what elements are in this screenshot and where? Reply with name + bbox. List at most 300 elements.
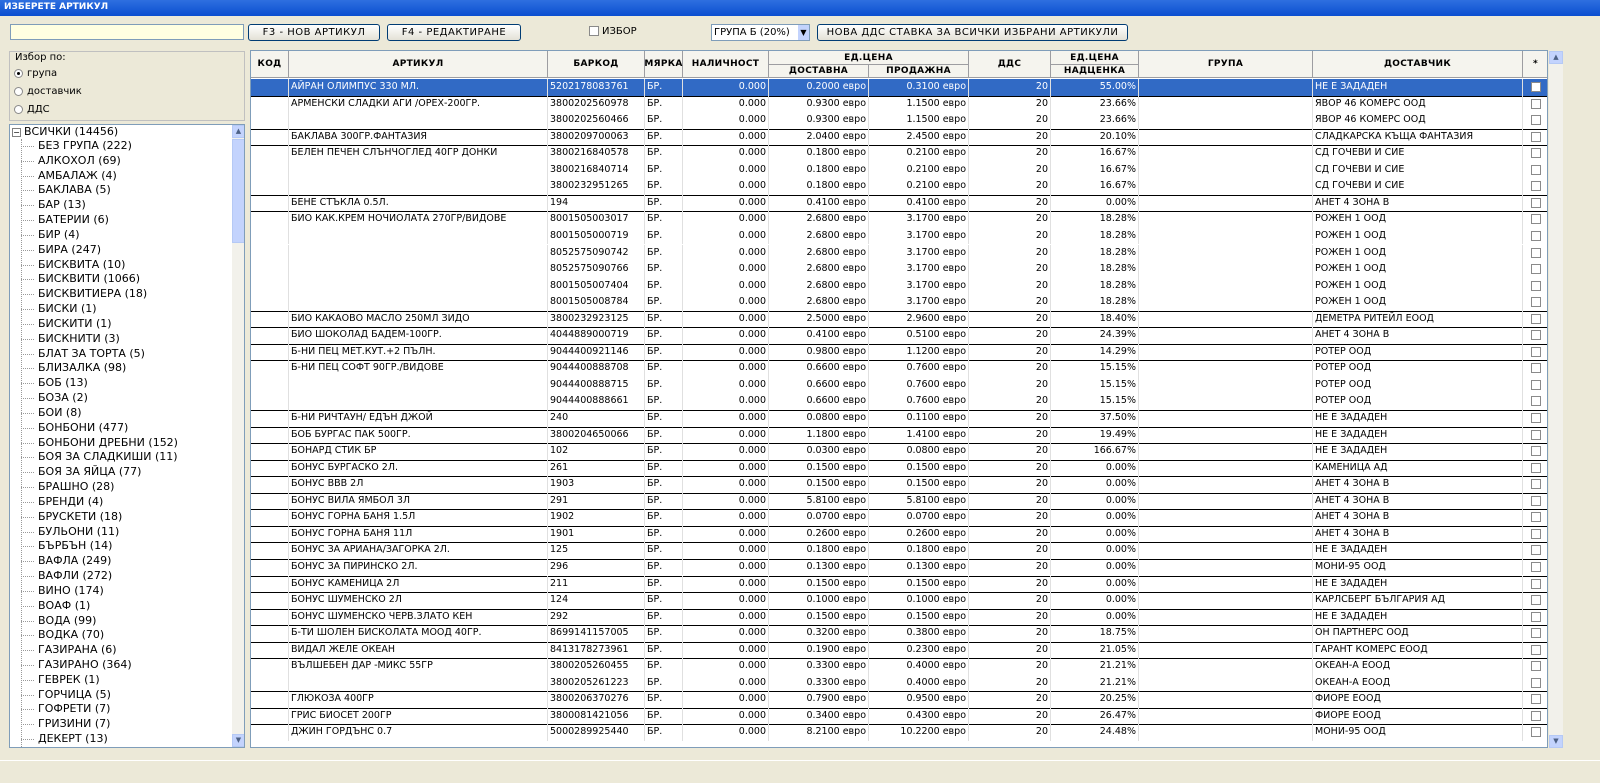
row-checkbox[interactable]	[1531, 512, 1541, 522]
tree-item[interactable]: БИР (4)	[10, 228, 232, 243]
tree-item[interactable]: БИСКИ (1)	[10, 302, 232, 317]
cell-barcode: 8001505000719	[548, 228, 645, 245]
cell-sale: 3.1700 евро	[869, 278, 969, 295]
cell-group	[1139, 708, 1313, 725]
row-checkbox[interactable]	[1531, 198, 1541, 208]
table-row[interactable]	[251, 708, 1548, 725]
col-unit-price: ЕД.ЦЕНА	[769, 51, 969, 65]
cell-markup: 21.21%	[1051, 675, 1139, 692]
cell-name: Б-НИ ПЕЦ СОФТ 90ГР./ВИДОВЕ	[289, 360, 548, 377]
tree-item[interactable]: ВОДА (99)	[10, 614, 232, 629]
tree-item[interactable]: БЕЗ ГРУПА (222)	[10, 139, 232, 154]
filter-legend: Избор по:	[15, 52, 66, 63]
tree-item[interactable]: БЪРБЪН (14)	[10, 539, 232, 554]
cell-name: БОНУС БУРГАСКО 2Л.	[289, 460, 548, 477]
cell-group	[1139, 393, 1313, 410]
collapse-icon[interactable]: −	[13, 127, 20, 137]
row-checkbox[interactable]	[1531, 446, 1541, 456]
cell-sale: 2.4500 евро	[869, 129, 969, 146]
table-row[interactable]	[251, 691, 1548, 708]
row-checkbox[interactable]	[1531, 645, 1541, 655]
cell-unit: БР.	[645, 96, 683, 113]
col-select[interactable]: *	[1523, 51, 1548, 78]
cell-code	[251, 278, 289, 295]
cell-supplier: АНЕТ 4 ЗОНА В	[1313, 526, 1523, 543]
table-row[interactable]	[251, 261, 1548, 278]
tree-item[interactable]: ВАФЛИ (272)	[10, 569, 232, 584]
row-checkbox[interactable]	[1531, 595, 1541, 605]
cell-supplier: МОНИ-95 ООД	[1313, 724, 1523, 741]
cell-vat: 20	[969, 278, 1051, 295]
table-row[interactable]	[251, 245, 1548, 262]
cell-vat: 20	[969, 675, 1051, 692]
row-checkbox[interactable]	[1531, 661, 1541, 671]
cell-vat: 20	[969, 724, 1051, 741]
col-markup[interactable]: НАДЦЕНКА	[1051, 65, 1139, 78]
cell-vat: 20	[969, 162, 1051, 179]
cell-name: БОНУС ГОРНА БАНЯ 1.5Л	[289, 509, 548, 526]
search-input[interactable]	[10, 24, 244, 40]
cell-delivery: 0.2000 евро	[769, 79, 869, 96]
tree-item[interactable]: БИСКВИТИ (1066)	[10, 272, 232, 287]
tree-root[interactable]	[12, 125, 118, 139]
cell-markup: 20.10%	[1051, 129, 1139, 146]
cell-unit: БР.	[645, 493, 683, 510]
cell-barcode: 8001505008784	[548, 294, 645, 311]
tree-item[interactable]: БАКЛАВА (5)	[10, 183, 232, 198]
cell-delivery: 0.1500 евро	[769, 476, 869, 493]
tree-item[interactable]: ВИНО (174)	[10, 584, 232, 599]
cell-group	[1139, 377, 1313, 394]
checkbox-icon	[589, 26, 599, 36]
tree-item[interactable]: БОНБОНИ (477)	[10, 421, 232, 436]
tree-item[interactable]: БЛАТ ЗА ТОРТА (5)	[10, 347, 232, 362]
cell-sale: 0.3800 евро	[869, 625, 969, 642]
cell-supplier: ОН ПАРТНЕРС ООД	[1313, 625, 1523, 642]
table-row[interactable]	[251, 228, 1548, 245]
table-row[interactable]	[251, 327, 1548, 344]
tree-item[interactable]: БАТЕРИИ (6)	[10, 213, 232, 228]
row-checkbox[interactable]	[1531, 82, 1541, 92]
table-row[interactable]	[251, 294, 1548, 311]
table-row[interactable]	[251, 658, 1548, 675]
cell-supplier: РОЖЕН 1 ООД	[1313, 211, 1523, 228]
grid-scrollbar[interactable]	[1549, 51, 1563, 748]
table-row[interactable]	[251, 724, 1548, 741]
table-row[interactable]	[251, 609, 1548, 626]
filter-radio-vat[interactable]	[14, 104, 50, 115]
cell-qty: 0.000	[683, 178, 769, 195]
cell-select	[1523, 427, 1548, 444]
cell-qty: 0.000	[683, 542, 769, 559]
row-checkbox[interactable]	[1531, 678, 1541, 688]
cell-supplier: ОКЕАН-А ЕООД	[1313, 675, 1523, 692]
tree-scrollbar[interactable]	[232, 125, 245, 747]
cell-name: БОНАРД СТИК БР	[289, 443, 548, 460]
row-checkbox[interactable]	[1531, 612, 1541, 622]
cell-vat: 20	[969, 360, 1051, 377]
tree-item[interactable]: БИРА (247)	[10, 243, 232, 258]
cell-supplier: ГАРАНТ КОМЕРС ЕООД	[1313, 642, 1523, 659]
row-checkbox[interactable]	[1531, 545, 1541, 555]
row-checkbox[interactable]	[1531, 264, 1541, 274]
cell-markup: 19.49%	[1051, 427, 1139, 444]
cell-barcode: 3800232951265	[548, 178, 645, 195]
cell-qty: 0.000	[683, 344, 769, 361]
tree-item[interactable]: ВОАФ (1)	[10, 599, 232, 614]
cell-select	[1523, 476, 1548, 493]
col-group[interactable]: ГРУПА	[1139, 51, 1313, 78]
tree-item[interactable]: БУЛЬОНИ (11)	[10, 525, 232, 540]
cell-delivery: 0.6600 евро	[769, 377, 869, 394]
tree-item[interactable]: ГРИЗИНИ (7)	[10, 717, 232, 732]
tree-item[interactable]: ВАФЛА (249)	[10, 554, 232, 569]
radio-icon	[14, 87, 23, 96]
tree-item[interactable]: БОЯ ЗА СЛАДКИШИ (11)	[10, 450, 232, 465]
row-checkbox[interactable]	[1531, 380, 1541, 390]
row-checkbox[interactable]	[1531, 694, 1541, 704]
cell-delivery: 0.1800 евро	[769, 145, 869, 162]
cell-supplier: ФИОРЕ ЕООД	[1313, 691, 1523, 708]
col-delivery[interactable]: ДОСТАВНА	[769, 65, 869, 78]
cell-supplier: АНЕТ 4 ЗОНА В	[1313, 476, 1523, 493]
row-checkbox[interactable]	[1531, 314, 1541, 324]
table-row[interactable]	[251, 344, 1548, 361]
cell-markup: 23.66%	[1051, 96, 1139, 113]
cell-group	[1139, 724, 1313, 741]
tree-item[interactable]: ДЕКЕРТ (13)	[10, 732, 232, 747]
table-row[interactable]	[251, 360, 1548, 377]
cell-barcode: 3800202560978	[548, 96, 645, 113]
cell-group	[1139, 112, 1313, 129]
scroll-up-icon[interactable]: ▲	[1549, 51, 1563, 64]
tree-item[interactable]: БРУСКЕТИ (18)	[10, 510, 232, 525]
table-row[interactable]	[251, 642, 1548, 659]
table-row[interactable]	[251, 675, 1548, 692]
cell-vat: 20	[969, 642, 1051, 659]
cell-vat: 20	[969, 311, 1051, 328]
radio-label: ДДС	[27, 104, 50, 115]
table-row[interactable]	[251, 211, 1548, 228]
cell-vat: 20	[969, 178, 1051, 195]
cell-code	[251, 327, 289, 344]
scroll-down-icon[interactable]: ▼	[232, 734, 245, 747]
tree-item[interactable]: БОЗА (2)	[10, 391, 232, 406]
cell-markup: 20.25%	[1051, 691, 1139, 708]
cell-qty: 0.000	[683, 642, 769, 659]
cell-sale: 10.2200 евро	[869, 724, 969, 741]
cell-barcode: 8699141157005	[548, 625, 645, 642]
cell-code	[251, 245, 289, 262]
cell-delivery: 0.1800 евро	[769, 178, 869, 195]
cell-supplier: СЛАДКАРСКА КЪЩА ФАНТАЗИЯ	[1313, 129, 1523, 146]
cell-barcode: 3800216840714	[548, 162, 645, 179]
cell-markup: 0.00%	[1051, 592, 1139, 609]
cell-sale: 0.1500 евро	[869, 476, 969, 493]
cell-vat: 20	[969, 509, 1051, 526]
table-row[interactable]	[251, 112, 1548, 129]
tree-item[interactable]: ВОДКА (70)	[10, 628, 232, 643]
tree-item[interactable]: ГОФРЕТИ (7)	[10, 702, 232, 717]
cell-barcode: 8052575090742	[548, 245, 645, 262]
edit-button[interactable]: F4 - РЕДАКТИРАНЕ	[387, 24, 521, 41]
tree-item[interactable]: БРЕНДИ (4)	[10, 495, 232, 510]
cell-code	[251, 393, 289, 410]
cell-name: БЕЛЕН ПЕЧЕН СЛЪНЧОГЛЕД 40ГР ДОНКИ	[289, 145, 548, 162]
table-row[interactable]	[251, 509, 1548, 526]
table-row[interactable]	[251, 493, 1548, 510]
cell-select	[1523, 559, 1548, 576]
cell-select	[1523, 675, 1548, 692]
cell-markup: 24.39%	[1051, 327, 1139, 344]
cell-delivery: 0.1500 евро	[769, 576, 869, 593]
cell-sale: 0.1500 евро	[869, 576, 969, 593]
row-checkbox[interactable]	[1531, 165, 1541, 175]
tree-item[interactable]: БЛИЗАЛКА (98)	[10, 361, 232, 376]
cell-unit: БР.	[645, 377, 683, 394]
tree-item[interactable]: БИСКИТИ (1)	[10, 317, 232, 332]
cell-select	[1523, 576, 1548, 593]
row-checkbox[interactable]	[1531, 281, 1541, 291]
chevron-down-icon[interactable]: ▼	[798, 25, 809, 40]
cell-name	[289, 278, 548, 295]
cell-barcode: 9044400888661	[548, 393, 645, 410]
row-checkbox[interactable]	[1531, 711, 1541, 721]
row-checkbox[interactable]	[1531, 579, 1541, 589]
table-row[interactable]	[251, 625, 1548, 642]
cell-group	[1139, 261, 1313, 278]
cell-vat: 20	[969, 261, 1051, 278]
cell-qty: 0.000	[683, 592, 769, 609]
row-checkbox[interactable]	[1531, 479, 1541, 489]
row-checkbox[interactable]	[1531, 430, 1541, 440]
tree-item[interactable]: БИСКНИТИ (3)	[10, 332, 232, 347]
row-checkbox[interactable]	[1531, 248, 1541, 258]
cell-supplier: РОЖЕН 1 ООД	[1313, 228, 1523, 245]
cell-barcode: 3800216840578	[548, 145, 645, 162]
tree-item[interactable]: БОЯ ЗА ЯЙЦА (77)	[10, 465, 232, 480]
cell-barcode: 3800232923125	[548, 311, 645, 328]
cell-qty: 0.000	[683, 360, 769, 377]
row-checkbox[interactable]	[1531, 181, 1541, 191]
select-checkbox[interactable]	[589, 26, 637, 37]
filter-radio-supplier[interactable]	[14, 86, 82, 97]
new-vat-rate-button[interactable]: НОВА ДДС СТАВКА ЗА ВСИЧКИ ИЗБРАНИ АРТИКУЛИ	[817, 24, 1128, 41]
cell-select	[1523, 278, 1548, 295]
table-row[interactable]	[251, 410, 1548, 427]
cell-select	[1523, 96, 1548, 113]
filter-group	[9, 51, 245, 121]
table-row[interactable]	[251, 311, 1548, 328]
cell-markup: 166.67%	[1051, 443, 1139, 460]
row-checkbox[interactable]	[1531, 214, 1541, 224]
cell-code	[251, 311, 289, 328]
row-checkbox[interactable]	[1531, 115, 1541, 125]
table-row[interactable]	[251, 162, 1548, 179]
table-row[interactable]	[251, 145, 1548, 162]
table-row[interactable]	[251, 278, 1548, 295]
cell-markup: 21.05%	[1051, 642, 1139, 659]
tree-item[interactable]: ГЕВРЕК (1)	[10, 673, 232, 688]
cell-sale: 0.0700 евро	[869, 509, 969, 526]
row-checkbox[interactable]	[1531, 347, 1541, 357]
cell-sale: 1.1500 евро	[869, 112, 969, 129]
radio-icon	[14, 105, 23, 114]
col-unit[interactable]: МЯРКА	[645, 51, 683, 78]
col-qty[interactable]: НАЛИЧНОСТ	[683, 51, 769, 78]
cell-name: БОНУС ВИЛА ЯМБОЛ 3Л	[289, 493, 548, 510]
tree-item[interactable]: БОИ (8)	[10, 406, 232, 421]
cell-markup: 0.00%	[1051, 576, 1139, 593]
row-checkbox[interactable]	[1531, 496, 1541, 506]
col-code[interactable]: КОД	[251, 51, 289, 78]
cell-unit: БР.	[645, 509, 683, 526]
table-row[interactable]	[251, 393, 1548, 410]
cell-sale: 0.4100 евро	[869, 195, 969, 212]
row-checkbox[interactable]	[1531, 363, 1541, 373]
cell-name: ДЖИН ГОРДЪНС 0.7	[289, 724, 548, 741]
cell-supplier: СД ГОЧЕВИ И СИЕ	[1313, 178, 1523, 195]
cell-qty: 0.000	[683, 443, 769, 460]
cell-vat: 20	[969, 410, 1051, 427]
col-sale[interactable]: ПРОДАЖНА	[869, 65, 969, 78]
cell-supplier: НЕ Е ЗАДАДЕН	[1313, 79, 1523, 96]
cell-group	[1139, 344, 1313, 361]
tree-item[interactable]: БИСКВИТИЕРА (18)	[10, 287, 232, 302]
cell-select	[1523, 393, 1548, 410]
cell-supplier: НЕ Е ЗАДАДЕН	[1313, 576, 1523, 593]
cell-barcode: 3800081421056	[548, 708, 645, 725]
cell-vat: 20	[969, 96, 1051, 113]
col-supplier[interactable]: ДОСТАВЧИК	[1313, 51, 1523, 78]
cell-select	[1523, 724, 1548, 741]
cell-delivery: 0.2600 евро	[769, 526, 869, 543]
scroll-up-icon[interactable]: ▲	[232, 125, 245, 138]
table-row[interactable]	[251, 576, 1548, 593]
table-row[interactable]	[251, 377, 1548, 394]
cell-supplier: РОТЕР ООД	[1313, 393, 1523, 410]
group-tree[interactable]	[9, 124, 245, 748]
cell-sale: 0.2300 евро	[869, 642, 969, 659]
scroll-down-icon[interactable]: ▼	[1549, 735, 1563, 748]
row-checkbox[interactable]	[1531, 529, 1541, 539]
cell-supplier: РОЖЕН 1 ООД	[1313, 278, 1523, 295]
cell-sale: 1.4100 евро	[869, 427, 969, 444]
cell-group	[1139, 79, 1313, 96]
table-row[interactable]	[251, 427, 1548, 444]
tree-item[interactable]: АЛКОХОЛ (69)	[10, 154, 232, 169]
cell-supplier: СД ГОЧЕВИ И СИЕ	[1313, 145, 1523, 162]
table-row[interactable]	[251, 79, 1548, 96]
cell-vat: 20	[969, 443, 1051, 460]
cell-supplier: ЯВОР 46 КОМЕРС ООД	[1313, 112, 1523, 129]
cell-select	[1523, 658, 1548, 675]
scroll-thumb[interactable]	[232, 139, 245, 243]
table-row[interactable]	[251, 129, 1548, 146]
table-row[interactable]	[251, 526, 1548, 543]
radio-label: доставчик	[27, 86, 82, 97]
table-row[interactable]	[251, 542, 1548, 559]
cell-supplier: СД ГОЧЕВИ И СИЕ	[1313, 162, 1523, 179]
cell-code	[251, 178, 289, 195]
row-checkbox[interactable]	[1531, 396, 1541, 406]
tree-item[interactable]: ГАЗИРАНА (6)	[10, 643, 232, 658]
row-checkbox[interactable]	[1531, 727, 1541, 737]
cell-name: ГРИС БИОСЕТ 200ГР	[289, 708, 548, 725]
cell-unit: БР.	[645, 327, 683, 344]
tree-item[interactable]: ГАЗИРАНО (364)	[10, 658, 232, 673]
row-checkbox[interactable]	[1531, 628, 1541, 638]
table-row[interactable]	[251, 96, 1548, 113]
cell-barcode: 3800205260455	[548, 658, 645, 675]
row-checkbox[interactable]	[1531, 330, 1541, 340]
cell-sale: 2.9600 евро	[869, 311, 969, 328]
cell-vat: 20	[969, 228, 1051, 245]
cell-delivery: 0.1500 евро	[769, 460, 869, 477]
cell-sale: 0.1500 евро	[869, 609, 969, 626]
row-checkbox[interactable]	[1531, 463, 1541, 473]
tree-item[interactable]: АМБАЛАЖ (4)	[10, 169, 232, 184]
cell-markup: 16.67%	[1051, 178, 1139, 195]
cell-select	[1523, 261, 1548, 278]
tree-item[interactable]: БОБ (13)	[10, 376, 232, 391]
tree-item[interactable]: БАР (13)	[10, 198, 232, 213]
table-row[interactable]	[251, 195, 1548, 212]
row-checkbox[interactable]	[1531, 99, 1541, 109]
cell-unit: БР.	[645, 294, 683, 311]
new-article-button[interactable]: F3 - НОВ АРТИКУЛ	[248, 24, 380, 41]
cell-group	[1139, 476, 1313, 493]
cell-supplier: КАМЕНИЦА АД	[1313, 460, 1523, 477]
table-row[interactable]	[251, 559, 1548, 576]
table-row[interactable]	[251, 476, 1548, 493]
col-article[interactable]: АРТИКУЛ	[289, 51, 548, 78]
cell-unit: БР.	[645, 162, 683, 179]
tree-item[interactable]: БРАШНО (28)	[10, 480, 232, 495]
filter-radio-group[interactable]	[14, 68, 57, 79]
cell-group	[1139, 228, 1313, 245]
row-checkbox[interactable]	[1531, 562, 1541, 572]
row-checkbox[interactable]	[1531, 132, 1541, 142]
row-checkbox[interactable]	[1531, 297, 1541, 307]
col-barcode[interactable]: БАРКОД	[548, 51, 645, 78]
cell-name: БОНУС ГОРНА БАНЯ 11Л	[289, 526, 548, 543]
cell-name	[289, 675, 548, 692]
row-checkbox[interactable]	[1531, 148, 1541, 158]
group-select[interactable]	[711, 24, 810, 41]
cell-select	[1523, 526, 1548, 543]
cell-unit: БР.	[645, 261, 683, 278]
table-row[interactable]	[251, 460, 1548, 477]
tree-item[interactable]: БОНБОНИ ДРЕБНИ (152)	[10, 436, 232, 451]
cell-qty: 0.000	[683, 576, 769, 593]
col-vat[interactable]: ДДС	[969, 51, 1051, 78]
tree-item[interactable]: БИСКВИТА (10)	[10, 258, 232, 273]
cell-delivery: 0.1800 евро	[769, 542, 869, 559]
cell-qty: 0.000	[683, 559, 769, 576]
row-checkbox[interactable]	[1531, 413, 1541, 423]
cell-delivery: 2.0400 евро	[769, 129, 869, 146]
table-row[interactable]	[251, 443, 1548, 460]
table-row[interactable]	[251, 592, 1548, 609]
cell-delivery: 0.4100 евро	[769, 327, 869, 344]
cell-supplier: НЕ Е ЗАДАДЕН	[1313, 410, 1523, 427]
row-checkbox[interactable]	[1531, 231, 1541, 241]
cell-vat: 20	[969, 592, 1051, 609]
tree-item[interactable]: ГОРЧИЦА (5)	[10, 688, 232, 703]
cell-name: ВИДАЛ ЖЕЛЕ ОКЕАН	[289, 642, 548, 659]
table-row[interactable]	[251, 178, 1548, 195]
